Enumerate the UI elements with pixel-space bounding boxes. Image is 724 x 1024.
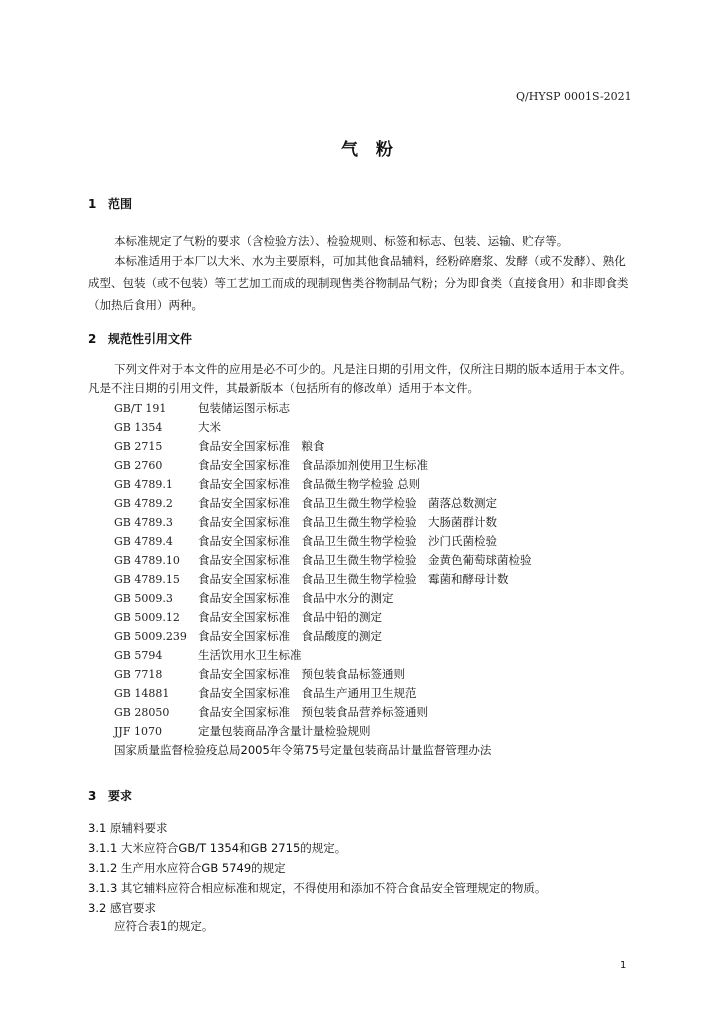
reference-item bbox=[114, 457, 428, 473]
reference-title: 食品安全国家标准 食品卫生微生物学检验 金黄色葡萄球菌检验 bbox=[198, 553, 532, 567]
requirement-item: 3.1 原辅料要求 bbox=[88, 821, 168, 835]
requirement-item: 3.1.2 生产用水应符合GB 5749的规定 bbox=[88, 861, 286, 875]
reference-item bbox=[114, 495, 497, 511]
section-title: 范围 bbox=[108, 197, 133, 211]
reference-title: 食品安全国家标准 粮食 bbox=[198, 439, 325, 453]
reference-code: GB 28050 bbox=[114, 706, 170, 719]
section-heading-references bbox=[88, 330, 192, 347]
reference-code: GB 14881 bbox=[114, 687, 170, 700]
reference-title: 食品安全国家标准 食品卫生微生物学检验 沙门氏菌检验 bbox=[198, 534, 497, 548]
reference-code: GB 5009.239 bbox=[114, 630, 187, 643]
reference-title: 食品安全国家标准 食品中水分的测定 bbox=[198, 591, 394, 605]
reference-title: 食品安全国家标准 食品微生物学检验 总则 bbox=[198, 477, 421, 491]
reference-item bbox=[114, 628, 382, 644]
reference-code: GB 2715 bbox=[114, 440, 163, 453]
reference-title: 食品安全国家标准 预包装食品标签通则 bbox=[198, 667, 405, 681]
reference-title: 定量包装商品净含量计量检验规则 bbox=[198, 724, 371, 738]
reference-item bbox=[114, 590, 394, 606]
reference-code: GB 5794 bbox=[114, 649, 163, 662]
reference-title: 包装储运图示标志 bbox=[198, 401, 290, 415]
reference-code: GB 4789.1 bbox=[114, 478, 173, 491]
reference-code: GB 7718 bbox=[114, 668, 163, 681]
reference-item bbox=[114, 704, 428, 720]
reference-item bbox=[114, 533, 497, 549]
section-number: 2 bbox=[88, 332, 97, 346]
decree-line: 国家质量监督检验疫总局2005年令第75号定量包装商品计量监督管理办法 bbox=[114, 743, 492, 757]
reference-item bbox=[114, 552, 532, 568]
reference-item bbox=[114, 666, 405, 682]
reference-item bbox=[114, 514, 497, 530]
page-title: 气 粉 bbox=[341, 140, 399, 160]
reference-title: 食品安全国家标准 食品酸度的测定 bbox=[198, 629, 382, 643]
standard-code: Q/HYSP 0001S-2021 bbox=[516, 90, 632, 103]
reference-title: 食品安全国家标准 食品添加剂使用卫生标准 bbox=[198, 458, 428, 472]
reference-title: 食品安全国家标准 预包装食品营养标签通则 bbox=[198, 705, 428, 719]
reference-code: GB/T 191 bbox=[114, 402, 167, 415]
reference-code: GB 2760 bbox=[114, 459, 163, 472]
reference-item bbox=[114, 571, 509, 587]
reference-title: 食品安全国家标准 食品卫生微生物学检验 菌落总数测定 bbox=[198, 496, 497, 510]
scope-paragraph-2: 本标准适用于本厂以大米、水为主要原料，可加其他食品辅料，经粉碎磨浆、发酵（或不发酵）、熟化成型、包装（或不包装）等工艺加工而成的现制现售类谷物制品气粉；分为即食类（直接食用）和非即食类（加热后食用）两种。 bbox=[88, 254, 629, 312]
reference-code: GB 4789.3 bbox=[114, 516, 173, 529]
reference-title: 食品安全国家标准 食品生产通用卫生规范 bbox=[198, 686, 417, 700]
reference-title: 食品安全国家标准 食品卫生微生物学检验 大肠菌群计数 bbox=[198, 515, 497, 529]
section-title: 规范性引用文件 bbox=[108, 332, 193, 346]
reference-item bbox=[114, 685, 417, 701]
reference-item bbox=[114, 647, 302, 663]
section-heading-scope bbox=[88, 195, 132, 212]
section-number: 1 bbox=[88, 197, 97, 211]
reference-code: GB 4789.4 bbox=[114, 535, 173, 548]
reference-title: 大米 bbox=[198, 420, 221, 434]
reference-code: GB 4789.10 bbox=[114, 554, 180, 567]
reference-code: GB 5009.12 bbox=[114, 611, 180, 624]
reference-item bbox=[114, 419, 221, 435]
reference-code: GB 4789.2 bbox=[114, 497, 173, 510]
reference-code: GB 5009.3 bbox=[114, 592, 173, 605]
reference-item bbox=[114, 723, 371, 739]
reference-title: 生活饮用水卫生标准 bbox=[198, 648, 302, 662]
references-intro: 下列文件对于本文件的应用是必不可少的。凡是注日期的引用文件，仅所注日期的版本适用于本文件。凡是不注日期的引用文件，其最新版本（包括所有的修改单）适用于本文件。 bbox=[88, 362, 632, 395]
requirement-item: 3.2 感官要求 bbox=[88, 901, 156, 915]
reference-title: 食品安全国家标准 食品中铅的测定 bbox=[198, 610, 382, 624]
scope-paragraph-1: 本标准规定了气粉的要求（含检验方法）、检验规则、标签和标志、包装、运输、贮存等。 bbox=[114, 234, 569, 248]
section-title: 要求 bbox=[108, 789, 133, 803]
page-number: 1 bbox=[620, 960, 627, 971]
reference-item bbox=[114, 609, 382, 625]
reference-item bbox=[114, 400, 290, 416]
requirement-item: 3.1.1 大米应符合GB/T 1354和GB 2715的规定。 bbox=[88, 841, 347, 855]
requirement-item: 3.1.3 其它辅料应符合相应标准和规定，不得使用和添加不符合食品安全管理规定的物质。 bbox=[88, 881, 547, 895]
reference-code: JJF 1070 bbox=[114, 725, 162, 738]
requirement-note: 应符合表1的规定。 bbox=[114, 919, 214, 933]
reference-code: GB 1354 bbox=[114, 421, 163, 434]
reference-code: GB 4789.15 bbox=[114, 573, 180, 586]
section-number: 3 bbox=[88, 789, 97, 803]
section-heading-requirements bbox=[88, 787, 132, 804]
reference-item bbox=[114, 438, 325, 454]
reference-title: 食品安全国家标准 食品卫生微生物学检验 霉菌和酵母计数 bbox=[198, 572, 509, 586]
reference-item bbox=[114, 476, 420, 492]
